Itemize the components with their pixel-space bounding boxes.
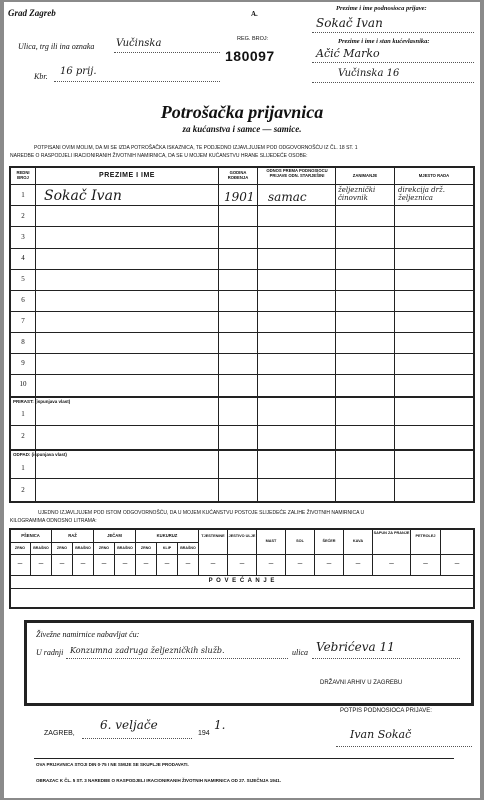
reg-number-label: REG. BROJ: bbox=[237, 36, 269, 42]
stock-value: – bbox=[80, 558, 86, 568]
stock-value: – bbox=[101, 558, 107, 568]
entry-name: Sokač Ivan bbox=[44, 188, 122, 204]
stock-value: – bbox=[143, 558, 149, 568]
form-subtitle: za kućanstva i samce — samice. bbox=[182, 124, 302, 134]
header-sugar: ŠEĆER bbox=[322, 539, 336, 543]
header-pasta: TJESTENINE bbox=[201, 534, 225, 538]
applicant-value: Sokač Ivan bbox=[316, 16, 383, 30]
row-number: 10 bbox=[19, 380, 27, 388]
street-value: Vučinska bbox=[116, 38, 162, 49]
col-header-relation: ODNOS PREMA PODNOSIOCU PRIJAVE ODN. STARJEŠINI bbox=[266, 168, 328, 178]
stock-value: – bbox=[122, 558, 128, 568]
sub-header: BRAŠNO bbox=[117, 546, 133, 550]
stock-value: – bbox=[389, 558, 394, 568]
signature: Ivan Sokač bbox=[350, 728, 412, 741]
increase-row-number: 1 bbox=[21, 410, 25, 418]
decrease-section-label: ODPAD: (ispunjava vlast) bbox=[13, 452, 67, 457]
legal-note: OBRAZAC K ČL. 5 ST. 3 NAREDBE O RASPODJELI IRACIONIRANIH ŽIVOTNIH NAMIRNICA OD 27. SIJEČNJA 1941. bbox=[36, 778, 281, 783]
sub-header: ZRNO bbox=[140, 546, 152, 550]
sub-header: ZRNO bbox=[98, 546, 110, 550]
stock-value: – bbox=[454, 558, 460, 568]
year-prefix: 194 bbox=[198, 730, 210, 737]
entry-relation: samac bbox=[268, 190, 307, 204]
sub-header: BRAŠNO bbox=[33, 546, 49, 550]
header-coffee: KAVA bbox=[352, 539, 364, 543]
entry-occupation: željeznički činovnik bbox=[338, 186, 376, 202]
shop-value: Konzumna zadruga željezničkih služb. bbox=[70, 646, 225, 655]
row-number: 9 bbox=[21, 359, 25, 367]
col-header-number: REDNI BROJ bbox=[16, 170, 30, 180]
row-number: 6 bbox=[21, 296, 25, 304]
supply-street-value: Vebrićeva 11 bbox=[316, 640, 395, 654]
date-value: 6. veljače bbox=[100, 718, 158, 732]
stock-value: – bbox=[59, 558, 65, 568]
archive-stamp: DRŽAVNI ARHIV U ZAGREBU bbox=[320, 680, 403, 686]
supply-label: Živežne namirnice nabavljat ću: bbox=[36, 630, 140, 639]
stock-value: – bbox=[239, 558, 245, 568]
row-number: 5 bbox=[21, 275, 25, 283]
col-header-year: GODINA ROĐENJA bbox=[227, 170, 249, 180]
place-label: ZAGREB, bbox=[44, 730, 75, 737]
sub-header: KLIP bbox=[162, 546, 172, 550]
stock-value: – bbox=[268, 558, 274, 568]
form-title: Potrošačka prijavnica bbox=[160, 102, 324, 122]
header-petroleum: PETROLEJ bbox=[415, 534, 436, 538]
stock-value: – bbox=[355, 558, 361, 568]
registration-form bbox=[4, 2, 480, 798]
decrease-row-number: 1 bbox=[21, 464, 25, 472]
entry-workplace: direkcija drž. željeznica bbox=[398, 186, 445, 202]
header-lard: MAST bbox=[265, 539, 277, 543]
decrease-row-number: 2 bbox=[21, 486, 25, 494]
year-suffix: 1. bbox=[214, 718, 226, 732]
row-number: 2 bbox=[21, 212, 25, 220]
col-header-name: PREZIME I IME bbox=[99, 172, 155, 179]
reg-number: 180097 bbox=[225, 48, 275, 64]
sub-header: ZRNO bbox=[14, 546, 26, 550]
sub-header: BRAŠNO bbox=[75, 546, 91, 550]
intro-line-1: POTPISANI OVIM MOLIM, DA MI SE IZDA POTROŠAČKA ISKAZNICA, TE PODJEDNO IZJAVLJUJEM POD ODGOVORNOŠĆU IZ ČL. 18 ST. 1 bbox=[34, 145, 358, 151]
header-soap: SAPUN ZA PRANJE bbox=[373, 531, 410, 535]
stock-value: – bbox=[185, 558, 191, 568]
owner-value: Ačić Marko bbox=[316, 47, 380, 60]
street-label: Ulica, trg ili ina oznaka bbox=[18, 42, 95, 51]
supply-street-label: ulica bbox=[292, 648, 308, 657]
row-number: 8 bbox=[21, 338, 25, 346]
row-number: 4 bbox=[21, 254, 25, 262]
group-rye: RAŽ bbox=[68, 533, 77, 538]
row-number: 1 bbox=[21, 191, 25, 199]
stock-value: – bbox=[17, 558, 23, 568]
applicant-label: Prezime i ime podnosioca prijave: bbox=[336, 5, 427, 12]
increase-row-number: 2 bbox=[21, 432, 25, 440]
header-salt: SOL bbox=[296, 539, 304, 543]
increase-row-label: P O V E Ć A N J E bbox=[208, 578, 276, 584]
signature-label: POTPIS PODNOSIOCA PRIJAVE: bbox=[340, 708, 432, 714]
stock-value: – bbox=[164, 558, 170, 568]
stock-text-1: UJEDNO IZJAVLJUJEM POD ISTOM ODGOVORNOŠĆU, DA U MOJEM KUĆANSTVU POSTOJE SLIJEDEĆE ZALIHE ŽIVOTNIH NAMIRNICA U bbox=[38, 510, 365, 516]
stock-value: – bbox=[326, 558, 332, 568]
house-number-value: 16 prij. bbox=[60, 66, 97, 77]
stock-value: – bbox=[423, 558, 428, 568]
stock-value: – bbox=[38, 558, 44, 568]
house-number-label: Kbr. bbox=[34, 72, 48, 81]
entry-birth-year: 1901 bbox=[224, 190, 255, 204]
price-note: OVA PRIJAVNICA STOJI DIN 0·75 I NE SMIJE SE SKUPLJE PRODAVATI. bbox=[36, 762, 189, 767]
group-corn: KUKURUZ bbox=[156, 533, 178, 538]
col-header-workplace: MJESTO RADA bbox=[418, 173, 450, 178]
stock-text-2: KILOGRAMIMA ODNOSNO LITRAMA: bbox=[10, 518, 97, 524]
sub-header: BRAŠNO bbox=[180, 546, 196, 550]
owner-label: Prezime i ime i stan kućevlasnika: bbox=[338, 38, 430, 45]
row-number: 7 bbox=[21, 317, 25, 325]
stock-value: – bbox=[297, 558, 303, 568]
stock-value: – bbox=[210, 558, 216, 568]
col-header-occupation: ZANIMANJE bbox=[352, 173, 378, 178]
group-barley: JEČAM bbox=[107, 533, 122, 538]
shop-label: U radnji bbox=[36, 648, 64, 657]
owner-address: Vučinska 16 bbox=[338, 68, 400, 79]
increase-section-label: PRIRAST: (ispunjava vlast) bbox=[13, 399, 71, 404]
intro-line-2: NAREDBE O RASPODJELI IRACIONIRANIH ŽIVOTNIH NAMIRNICA, DA SE U MOJEM KUĆANSTVU HRANE SLIJEDEĆE OSOBE: bbox=[10, 153, 308, 159]
form-letter: A. bbox=[251, 10, 258, 18]
city-label: Grad Zagreb bbox=[8, 8, 56, 18]
header-oil: JESTIVO ULJE bbox=[228, 534, 256, 538]
row-number: 3 bbox=[21, 233, 25, 241]
sub-header: ZRNO bbox=[56, 546, 68, 550]
group-wheat: PŠENICA bbox=[21, 533, 40, 538]
